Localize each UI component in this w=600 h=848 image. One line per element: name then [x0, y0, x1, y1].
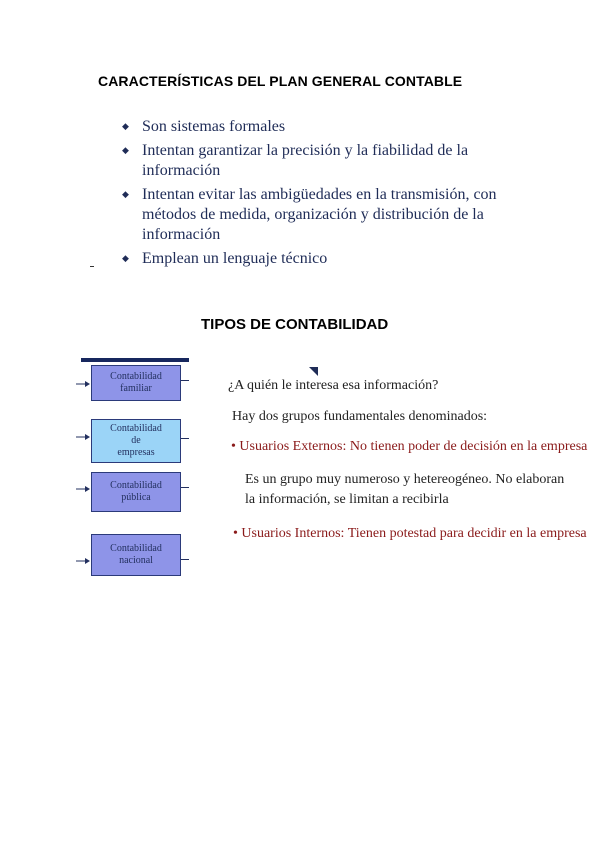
bullet-dot-icon: • [231, 439, 236, 454]
list-item-text: Intentan evitar las ambigüedades en la transmisión, con métodos de medida, organización y distribución de la información [142, 186, 497, 243]
external-users-item [231, 438, 587, 455]
list-item [122, 141, 522, 181]
external-users-text: Usuarios Externos: No tienen poder de decisión en la empresa [239, 439, 588, 454]
list-item-text: Emplean un lenguaje técnico [142, 250, 328, 267]
external-users-description: Es un grupo muy numeroso y hetereogéneo. No elaboran la información, se limitan a recibirla [245, 472, 565, 507]
stray-dash-mark [90, 266, 94, 267]
list-item [122, 117, 522, 137]
box-contabilidad-familiar [91, 365, 181, 401]
arrow-right-icon [76, 557, 90, 565]
box-line: Contabilidad [110, 480, 162, 491]
box-line: Contabilidad [110, 543, 162, 554]
intro-text: Hay dos grupos fundamentales denominados: [232, 409, 488, 424]
diamond-bullet-icon: ◆ [122, 253, 129, 263]
box-line: empresas [117, 447, 155, 458]
box-line: de [131, 435, 141, 446]
bullet-dot-icon: • [233, 526, 238, 541]
section-title-plan-general: CARACTERÍSTICAS DEL PLAN GENERAL CONTABLE [98, 73, 463, 89]
list-item-text: Son sistemas formales [142, 118, 286, 135]
characteristics-list [122, 117, 522, 273]
connector-tick [181, 438, 189, 439]
connector-tick [181, 487, 189, 488]
box-line: pública [121, 492, 151, 503]
list-item [122, 185, 522, 245]
arrow-right-icon [76, 433, 90, 441]
list-item-text: Intentan garantizar la precisión y la fiabilidad de la información [142, 142, 469, 179]
internal-users-text: Usuarios Internos: Tienen potestad para decidir en la empresa [241, 526, 587, 541]
box-contabilidad-nacional [91, 534, 181, 576]
box-line: Contabilidad [110, 371, 162, 382]
box-line: familiar [120, 383, 152, 394]
box-line: Contabilidad [110, 423, 162, 434]
connector-tick [181, 380, 189, 381]
section-title-tipos: TIPOS DE CONTABILIDAD [201, 316, 389, 333]
diamond-bullet-icon: ◆ [122, 189, 129, 199]
question-text: ¿A quién le interesa esa información? [228, 378, 439, 393]
connector-tick [181, 559, 189, 560]
diamond-bullet-icon: ◆ [122, 145, 129, 155]
arrow-right-icon [76, 485, 90, 493]
box-line: nacional [119, 555, 153, 566]
list-item [122, 249, 522, 269]
box-contabilidad-empresas [91, 419, 181, 463]
arrow-right-icon [76, 380, 90, 388]
diagram-top-bar [81, 358, 189, 362]
cursor-marker-icon [309, 367, 318, 376]
internal-users-item [233, 525, 587, 542]
box-contabilidad-publica [91, 472, 181, 512]
diamond-bullet-icon: ◆ [122, 121, 129, 131]
